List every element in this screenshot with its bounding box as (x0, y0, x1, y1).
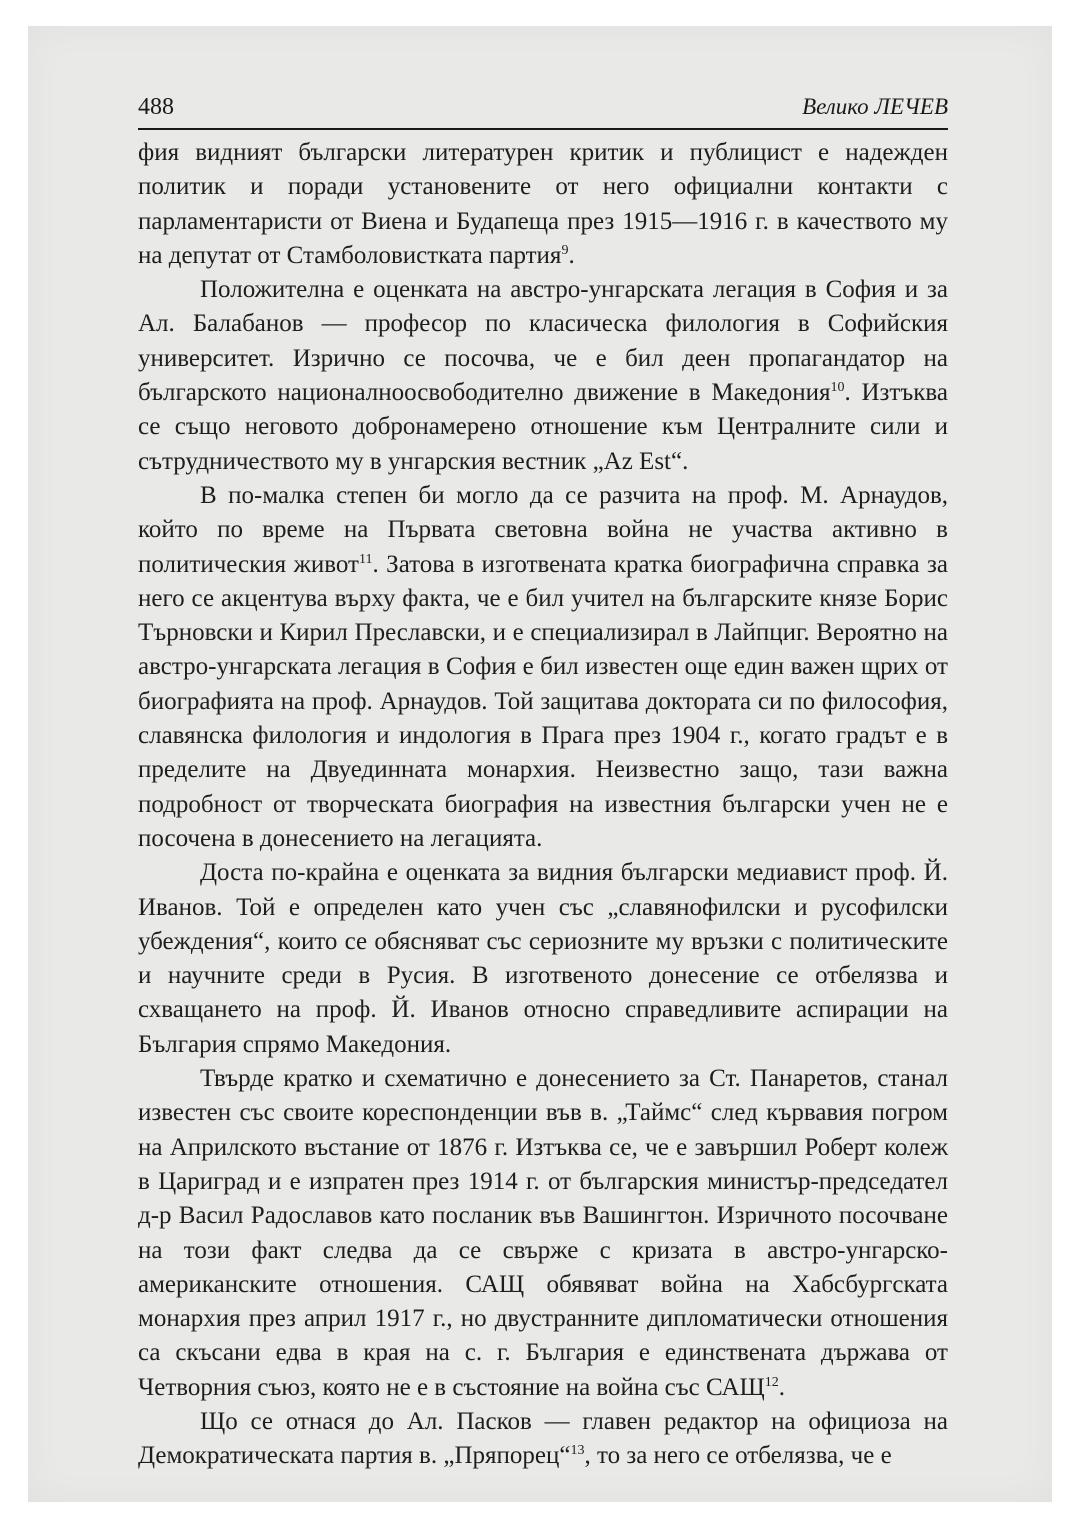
paragraph-text-cont: . (568, 241, 575, 269)
paragraph-text-cont: . (778, 1373, 785, 1401)
paragraph (138, 1062, 948, 1405)
paragraph-text: Твърде кратко и схематично е донесението за Ст. Панаретов, станал известен със своите кореспонденции във в. „Таймс“ след кървавия погром на Априлското въстание от 1876 г. Изтъква се, че е завършил Роберт колеж в Цариград и е изпратен през 1914 г. от българския министър-председател д-р Васил Радославов като посланик във Вашингтон. Изричното посочване на този факт следва да се свърже с кризата в австро-унгарско-американските отношения. САЩ обявяват война на Хабсбургската монархия през април 1917 г., но двустранните дипломатически отношения са скъсани едва в края на с. г. България е единствената държава от Четворния съюз, която не е в състояние на война със САЩ (138, 1065, 948, 1401)
paragraph-text-cont: . Затова в изготвената кратка биографична справка за него се акцентува върху факта, че е бил учител на българските князе Борис Търновски и Кирил Преславски, и е специализирал в Лайпциг. Вероятно на австро-унгарската легация в София е бил известен още един важен щрих от биографията на проф. Арнаудов. Той защитава доктората си по философия, славянска филология и индология в Прага през 1904 г., когато градът е в пределите на Двуединната монархия. Неизвестно защо, тази важна подробност от творческата биография на известния български учен не е посочена в донесението на легацията. (138, 550, 948, 852)
paragraph (138, 856, 948, 1062)
paragraph-text: фия видният български литературен критик и публицист е надежден политик и поради установените от него официални контакти с парламентаристи от Виена и Будапеща през 1915—1916 г. в качеството му на депутат от Стамболовистката партия (138, 139, 948, 269)
paragraph-text: Доста по-крайна е оценката за видния български медиавист проф. Й. Иванов. Той е определен като учен със „славянофилски и русофилски убеждения“, които се обясняват със сериозните му връзки с политическите и научните среди в Русия. В изготвеното донесение се отбелязва и схващането на проф. Й. Иванов относно справедливите аспирации на България спрямо Македония. (138, 859, 948, 1058)
paragraph (138, 273, 948, 479)
paragraph-text: Що се отнася до Ал. Пасков — главен редактор на официоза на Демократическата партия в. „Пряпорец“ (138, 1407, 948, 1470)
paragraph (138, 1405, 948, 1474)
footnote-ref: 9 (561, 242, 569, 258)
body-text (138, 136, 948, 1474)
footnote-ref: 11 (358, 551, 373, 567)
paragraph-text: Положителна е оценката на австро-унгарската легация в София и за Ал. Балабанов — професор по класическа филология в Софийския университет. Изрично се посочва, че е бил деен пропагандатор на българското националноосвободително движение в Македония (138, 276, 948, 407)
paragraph-text-cont: . Изтъква се също неговото добронамерено отношение към Централните сили и сътрудничеството му в унгарския вестник „Az Est“. (138, 379, 949, 475)
footnote-ref: 12 (764, 1374, 779, 1390)
paragraph (138, 479, 948, 856)
paragraph-text: В по-малка степен би могло да се разчита на проф. М. Арнаудов, който по време на Първата световна война не участва активно в политическия живот (138, 481, 948, 578)
running-head-author: Велико ЛЕЧЕВ (802, 94, 948, 119)
footnote-ref: 13 (570, 1443, 585, 1459)
paragraph-text-cont: , то за него се отбелязва, че е (584, 1442, 892, 1470)
page-header (138, 92, 948, 130)
paragraph (138, 136, 948, 273)
footnote-ref: 10 (830, 380, 845, 396)
page-number: 488 (138, 94, 174, 120)
